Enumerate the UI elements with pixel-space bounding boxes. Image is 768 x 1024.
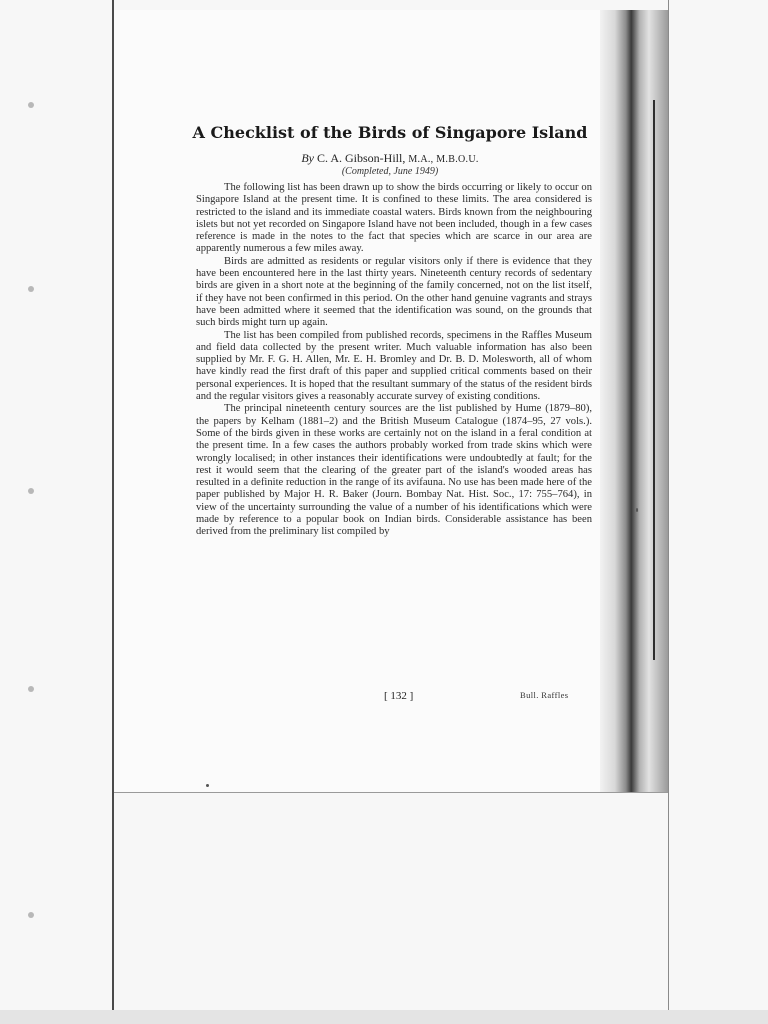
page-number: [ 132 ] [384, 690, 414, 702]
binder-hole [28, 488, 34, 494]
binder-hole [28, 286, 34, 292]
dust-speck [206, 784, 209, 787]
body-paragraph: Birds are admitted as residents or regular visitors only if there is evidence that they have been encountered here in the last thirty years. Nineteenth century records of sedentary birds are given in a short note at the beginning of the family concerned, not on the list itself, if they have not been confirmed in this period. On the other hand genuine vagrants and strays have been admitted where it seemed that the identification was sound, on the grounds that such birds might turn up again. [196, 255, 592, 329]
body-paragraph: The list has been compiled from published records, specimens in the Raffles Museum and field data collected by the present writer. Much valuable information has also been supplied by Mr. F. G. H. Allen, Mr. E. H. Bromley and Dr. B. D. Molesworth, all of whom have kindly read the first draft of this paper and supplied critical comments based on their personal experiences. It is hoped that the resultant summary of the status of the resident birds and the regular visitors gives a reasonably accurate survey of existing conditions. [196, 329, 592, 403]
frame-left-edge [112, 0, 114, 1010]
binder-hole [28, 912, 34, 918]
author-by: By [301, 151, 314, 165]
running-foot: Bull. Raffles [520, 690, 569, 700]
page-bottom-rule [114, 792, 668, 793]
author-name: C. A. Gibson-Hill, [316, 151, 406, 165]
spine-bracket [653, 100, 665, 660]
binder-hole [28, 686, 34, 692]
body-paragraph: The principal nineteenth century sources are the list published by Hume (1879–80), the papers by Kelham (1881–2) and the British Museum Catalogue (1874–95, 27 vols.). Some of the birds given in these works are certainly not on the island in a feral condition at the present time. In a few cases the authors probably worked from trade skins which were wrongly localised; in other instances their identifications were undoubtedly at fault; for the rest it would seem that the clearing of the greater part of the island's wooded areas has resulted in a definite reduction in the range of its avifauna. No use has been made here of the paper published by Major H. R. Baker (Journ. Bombay Nat. Hist. Soc., 17: 755–764), in view of the uncertainty surrounding the value of a number of his identifications which were made by reference to a popular book on Indian birds. Considerable assistance has been derived from the preliminary list compiled by [196, 403, 592, 538]
frame-right-edge [668, 0, 669, 1010]
article-body [196, 182, 592, 539]
body-paragraph: The following list has been drawn up to show the birds occurring or likely to occur on Singapore Island at the present time. It is confined to these limits. The area considered is restricted to the island and its immediate coastal waters. Birds known from the neighbouring islets but not yet recorded on Singapore Island have not been included, though in a few cases reference is made in the notes to the fact that species which are scarce in our area are apparently numerous a few miles away. [196, 182, 592, 255]
binder-hole [28, 102, 34, 108]
dust-speck [636, 508, 638, 512]
author-degrees: M.A., M.B.O.U. [408, 154, 479, 165]
article-title: A Checklist of the Birds of Singapore Island [192, 123, 588, 142]
scan-bottom-edge [0, 1010, 768, 1024]
article-author [150, 151, 630, 166]
completed-date: (Completed, June 1949) [341, 166, 439, 177]
